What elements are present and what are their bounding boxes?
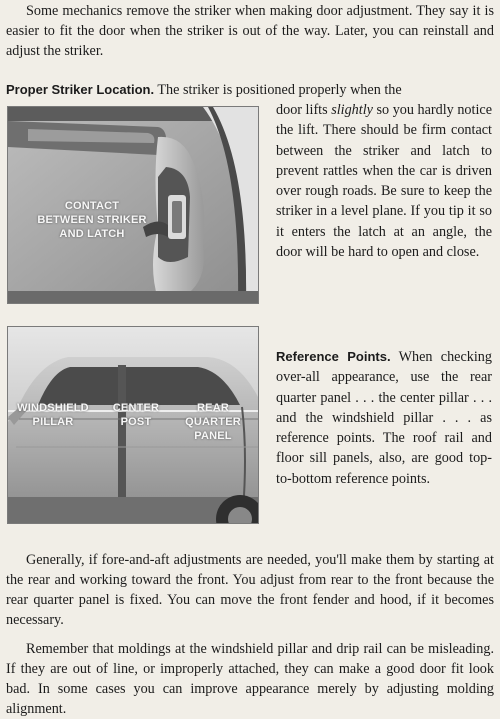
reference-points-paragraph bbox=[276, 347, 492, 489]
striker-location-paragraph-top bbox=[6, 80, 494, 100]
striker-location-paragraph-side bbox=[276, 100, 492, 262]
contact-caption-line: BETWEEN STRIKER bbox=[37, 214, 147, 226]
striker-location-heading: Proper Striker Location. bbox=[6, 82, 155, 97]
striker-location-emphasis: slightly bbox=[331, 102, 373, 118]
windshield-pillar-caption-line: PILLAR bbox=[32, 416, 74, 428]
moldings-paragraph: Remember that moldings at the windshield pillar and drip rail can be misleading. If they are out of line, or improperly attached, they can make a good door fit look bad. In some cases you can improve appearance merely by adjusting molding alignment. bbox=[6, 641, 494, 717]
windshield-pillar-caption bbox=[8, 401, 98, 429]
striker-location-text-b: so you hardly notice the lift. There should be firm contact between the striker and latch to prevent rattles when the car is driven over rough roads. Be sure to keep the striker in a level plane. If you tip it so it enters the latch at an angle, the door will be hard to open and close. bbox=[276, 102, 492, 261]
striker-location-text-a: door lifts bbox=[276, 102, 332, 118]
contact-caption-line: CONTACT bbox=[64, 200, 120, 212]
contact-caption-line: AND LATCH bbox=[59, 228, 125, 240]
car-reference-points-photo bbox=[8, 327, 258, 523]
intro-paragraph: Some mechanics remove the striker when making door adjustment. They say it is easier to fit the door when the striker is out of the way. Later, you can reinstall and adjust the striker. bbox=[6, 3, 494, 59]
center-post-caption-line: POST bbox=[120, 416, 152, 428]
reference-points-text: When checking over-all appearance, use the rear quarter panel . . . the center pillar . . . and the windshield pillar . . . as reference points. The roof rail and floor sill panels, also, are good top-to-bottom reference points. bbox=[276, 349, 492, 487]
windshield-pillar-caption-line: WINDSHIELD bbox=[17, 402, 89, 414]
rear-quarter-panel-caption-line: REAR QUARTER bbox=[185, 402, 241, 428]
reference-points-heading: Reference Points. bbox=[276, 349, 391, 364]
contact-caption bbox=[22, 199, 162, 241]
center-post-caption-line: CENTER bbox=[112, 402, 160, 414]
fore-aft-adjustment-paragraph: Generally, if fore-and-aft adjustments are needed, you'll make them by starting at the rear and working toward the front. You adjust from rear to the front because the rear quarter panel is fixed. You can move the front fender and hood, if it becomes necessary. bbox=[6, 552, 494, 628]
center-post-caption bbox=[108, 401, 164, 429]
rear-quarter-panel-caption bbox=[168, 401, 258, 443]
striker-latch-photo bbox=[8, 107, 258, 303]
rear-quarter-panel-caption-line: PANEL bbox=[194, 430, 232, 442]
striker-location-text-top: The striker is positioned properly when the bbox=[157, 82, 402, 98]
